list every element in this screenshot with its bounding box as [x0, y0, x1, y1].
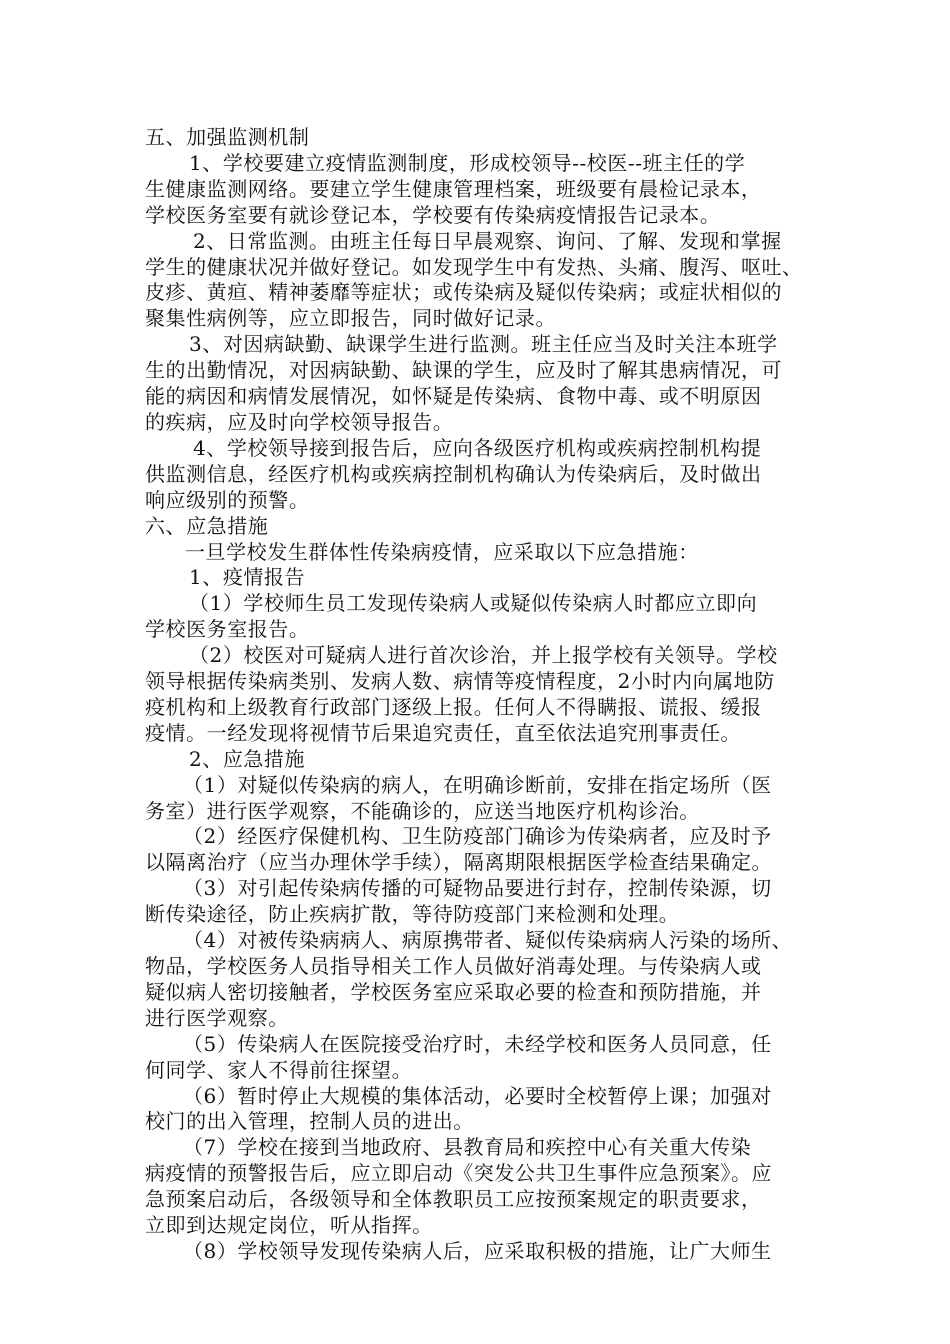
- text-line: 3、对因病缺勤、缺课学生进行监测。班主任应当及时关注本班学: [189, 332, 778, 357]
- text-line: 进行医学观察。: [145, 1005, 289, 1030]
- paragraph: [145, 1239, 825, 1265]
- text-line: 断传染途径，防止疾病扩散，等待防疫部门来检测和处理。: [145, 902, 680, 927]
- text-line: 物品，学校医务人员指导相关工作人员做好消毒处理。与传染病人或: [145, 954, 762, 978]
- paragraph: [145, 824, 825, 876]
- text-line: （3）对引起传染病传播的可疑物品要进行封存，控制传染源，切: [183, 876, 772, 901]
- text-line: （1）学校师生员工发现传染病人或疑似传染病人时都应立即向: [189, 591, 758, 616]
- text-line: 一旦学校发生群体性传染病疫情，应采取以下应急措施：: [185, 539, 699, 564]
- text-line: （4）对被传染病病人、病原携带者、疑似传染病病人污染的场所、: [183, 928, 793, 953]
- section-heading: 五、加强监测机制: [145, 125, 310, 149]
- text-line: 校门的出入管理，控制人员的进出。: [145, 1109, 474, 1134]
- text-line: 疑似病人密切接触者，学校医务室应采取必要的检查和预防措施，并: [145, 979, 762, 1004]
- text-line: 立即到达规定岗位，听从指挥。: [145, 1213, 433, 1238]
- paragraph: [145, 1032, 825, 1084]
- text-line: 能的病因和病情发展情况，如怀疑是传染病、食物中毒、或不明原因: [145, 384, 762, 409]
- text-line: 疫情。一经发现将视情节后果追究责任，直至依法追究刑事责任。: [145, 720, 741, 745]
- text-line: 学生的健康状况并做好登记。如发现学生中有发热、头痛、腹泻、呕吐、: [145, 254, 803, 279]
- text-line: 生的出勤情况，对因病缺勤、缺课的学生，应及时了解其患病情况，可: [145, 358, 783, 383]
- paragraph: [145, 928, 825, 1032]
- text-line: 供监测信息，经医疗机构或疾病控制机构确认为传染病后，及时做出: [145, 461, 762, 486]
- text-line: 学校医务室要有就诊登记本，学校要有传染病疫情报告记录本。: [145, 202, 721, 227]
- paragraph: [145, 436, 825, 514]
- text-line: （7）学校在接到当地政府、县教育局和疾控中心有关重大传染: [183, 1135, 752, 1160]
- paragraph: [145, 1135, 825, 1239]
- paragraph: [145, 643, 825, 747]
- text-line: （2）校医对可疑病人进行首次诊治，并上报学校有关领导。学校: [189, 643, 778, 668]
- paragraph: [145, 229, 825, 333]
- subheading: 2、应急措施: [189, 746, 306, 771]
- text-line: 学校医务室报告。: [145, 617, 310, 642]
- text-line: （1）对疑似传染病的病人，在明确诊断前，安排在指定场所（医: [183, 772, 772, 797]
- document-page: [145, 125, 825, 1265]
- text-line: 的疾病，应及时向学校领导报告。: [145, 409, 454, 434]
- text-line: （6）暂时停止大规模的集体活动，必要时全校暂停上课；加强对: [183, 1083, 772, 1108]
- text-line: 疫机构和上级教育行政部门逐级上报。任何人不得瞒报、谎报、缓报: [145, 694, 762, 719]
- text-line: 响应级别的预警。: [145, 487, 310, 512]
- text-line: 2、日常监测。由班主任每日早晨观察、询问、了解、发现和掌握: [193, 228, 782, 253]
- section-heading: 六、应急措施: [145, 513, 269, 538]
- paragraph: [145, 332, 825, 436]
- text-line: （5）传染病人在医院接受治疗时，未经学校和医务人员同意，任: [183, 1031, 772, 1056]
- text-line: 病疫情的预警报告后，应立即启动《突发公共卫生事件应急预案》。应: [145, 1161, 773, 1186]
- text-line: 急预案启动后，各级领导和全体教职员工应按预案规定的职责要求，: [145, 1187, 762, 1212]
- text-line: 1、学校要建立疫情监测制度，形成校领导--校医--班主任的学: [189, 150, 746, 175]
- text-line: （2）经医疗保健机构、卫生防疫部门确诊为传染病者，应及时予: [183, 824, 772, 849]
- text-line: 皮疹、黄疸、精神萎靡等症状；或传染病及疑似传染病；或症状相似的: [145, 280, 783, 305]
- text-line: 4、学校领导接到报告后，应向各级医疗机构或疾病控制机构提: [193, 435, 762, 460]
- text-line: 务室）进行医学观察，不能确诊的，应送当地医疗机构诊治。: [145, 798, 700, 823]
- text-line: 以隔离治疗（应当办理休学手续），隔离期限根据医学检查结果确定。: [145, 850, 773, 875]
- paragraph: [145, 591, 825, 643]
- text-line: （8）学校领导发现传染病人后，应采取积极的措施，让广大师生: [183, 1238, 772, 1263]
- paragraph: [145, 151, 825, 229]
- paragraph: [145, 876, 825, 928]
- subheading: 1、疫情报告: [189, 565, 306, 590]
- text-line: 聚集性病例等，应立即报告，同时做好记录。: [145, 306, 556, 331]
- text-line: 生健康监测网络。要建立学生健康管理档案，班级要有晨检记录本，: [145, 176, 762, 201]
- paragraph: [145, 773, 825, 825]
- text-line: 领导根据传染病类别、发病人数、病情等疫情程度，2小时内向属地防: [145, 669, 775, 694]
- text-line: 何同学、家人不得前往探望。: [145, 1057, 413, 1082]
- paragraph: [145, 1084, 825, 1136]
